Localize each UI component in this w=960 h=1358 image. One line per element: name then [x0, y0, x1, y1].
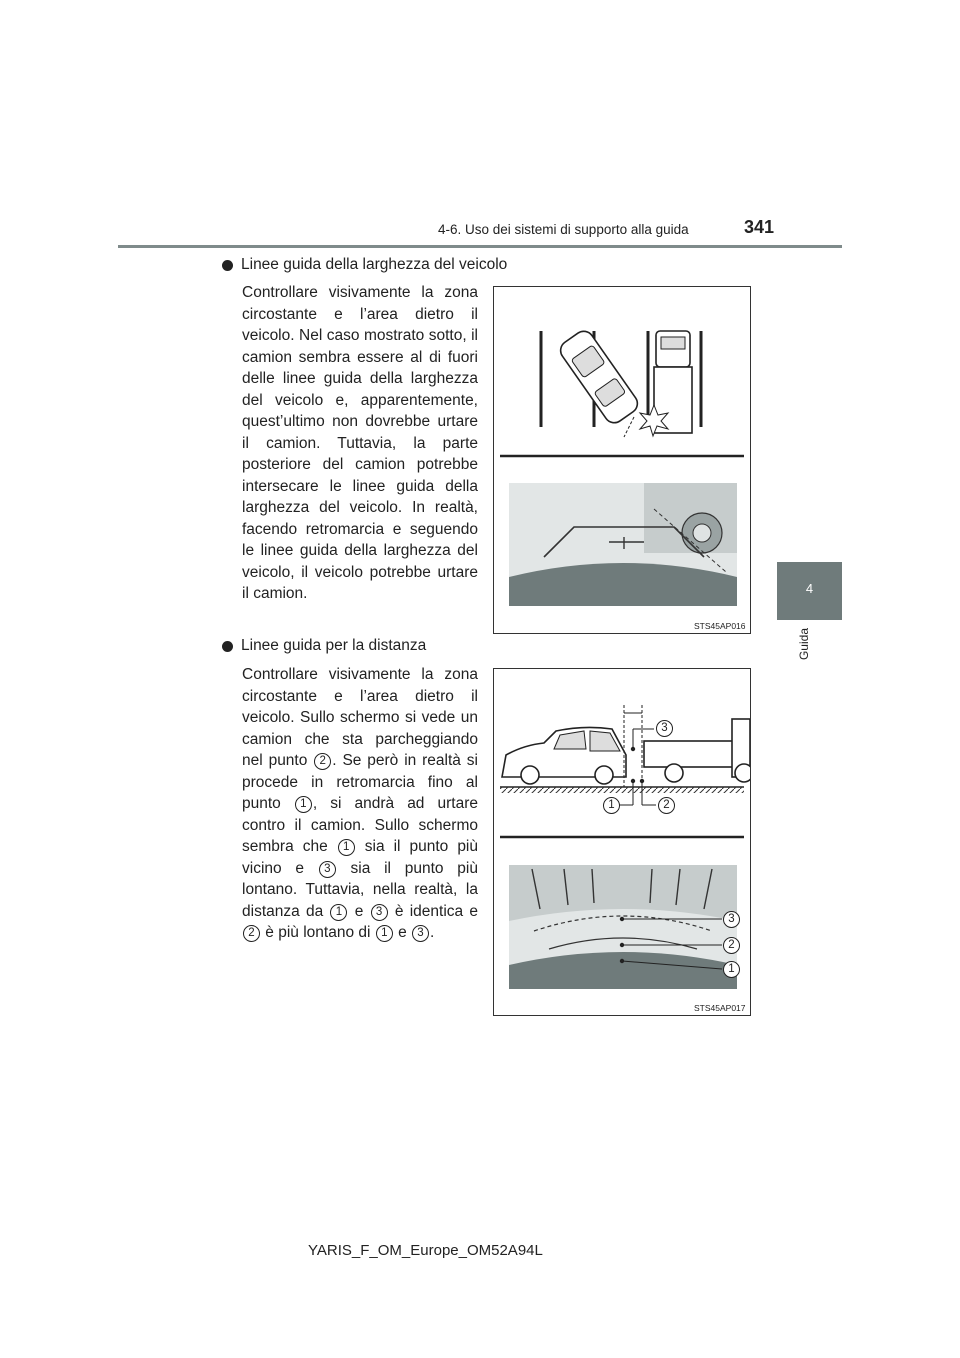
bullet-heading: Linee guida per la distanza: [241, 637, 427, 654]
marker-1-icon: 1: [295, 796, 312, 813]
marker-2-icon: 2: [658, 797, 675, 814]
header-divider: [118, 245, 842, 248]
marker-3-icon: 3: [412, 925, 429, 942]
manual-id: YARIS_F_OM_Europe_OM52A94L: [308, 1242, 543, 1259]
marker-3-icon: 3: [319, 861, 336, 878]
bullet-icon: [222, 260, 233, 271]
marker-1-icon: 1: [376, 925, 393, 942]
bullet-heading: Linee guida della larghezza del veicolo: [241, 256, 508, 273]
paragraph-vehicle-width: Controllare visivamente la zona circostante e l’area dietro il veicolo. Nel caso mostrato sotto, il camion sembra essere al di fuori delle linee guida della larghezza del veicolo e, apparentemente, quest’ultimo non dovrebbe urtare il camion. Tuttavia, la parte posteriore del camion potrebbe intersecare le linee guida della larghezza del veicolo. In realtà, facendo retromarcia e seguendo le linee guida della larghezza del veicolo, il veicolo potrebbe urtare il camion.: [242, 284, 478, 602]
marker-1-icon: 1: [723, 961, 740, 978]
marker-1-icon: 1: [603, 797, 620, 814]
marker-2-icon: 2: [723, 937, 740, 954]
bullet-icon: [222, 641, 233, 652]
marker-2-icon: 2: [314, 753, 331, 770]
figure-distance-guides: [493, 668, 751, 1016]
paragraph-distance: Controllare visivamente la zona circostante e l’area dietro il veicolo. Sullo schermo si vede un camion che sta parcheggiando nel punto 2 . Se però in realtà si procede in retromarcia fino al punto 1 , si andrà ad urtare contro il camion. Sullo schermo sembra che 1 sia il punto più vicino e 3 sia il punto più lontano. Tuttavia, nella realtà, la distanza da 1 e 3 è identica e 2 è più lontano di 1 e 3 .: [242, 666, 478, 941]
chapter-label: Guida: [797, 628, 811, 661]
chapter-number: 4: [805, 581, 814, 596]
figure-width-guides: [493, 286, 751, 634]
bullet-vehicle-width-guides: [222, 256, 507, 274]
marker-1-icon: 1: [338, 839, 355, 856]
car-icon: [557, 327, 642, 426]
marker-1-icon: 1: [330, 904, 347, 921]
car-side-icon: [502, 727, 626, 784]
figure-code: STS45AP016: [694, 621, 746, 631]
chapter-tab: [777, 562, 842, 620]
figure-code: STS45AP017: [694, 1003, 746, 1013]
width-guides-illustration: [494, 287, 750, 633]
marker-3-icon: 3: [656, 720, 673, 737]
distance-guides-illustration: [494, 669, 750, 1015]
marker-3-icon: 3: [371, 904, 388, 921]
bullet-distance-guides: [222, 637, 426, 655]
marker-3-icon: 3: [723, 911, 740, 928]
page-number: 341: [744, 217, 775, 237]
section-title: 4-6. Uso dei sistemi di supporto alla guida: [438, 222, 689, 237]
marker-2-icon: 2: [243, 925, 260, 942]
